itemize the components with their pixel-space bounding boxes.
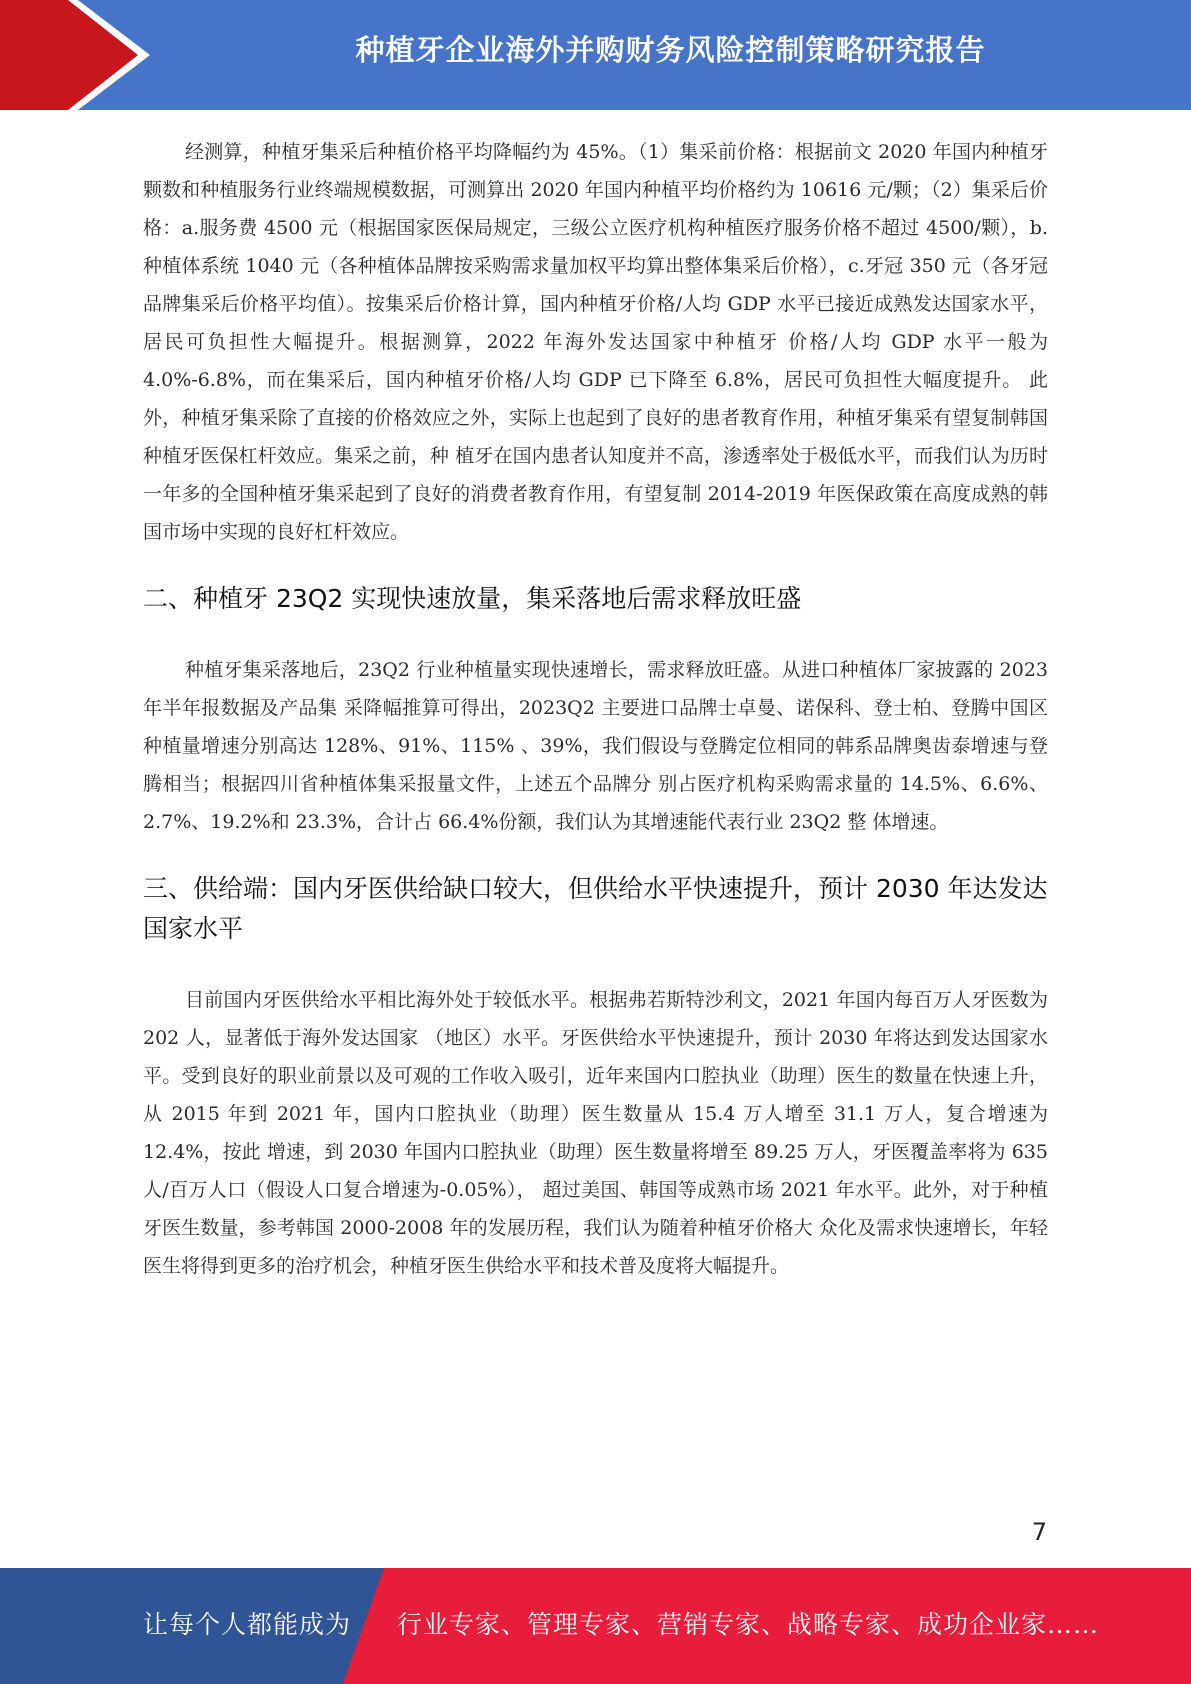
header-banner [0,0,1191,110]
section-heading-3: 三、供给端：国内牙医供给缺口较大，但供给水平快速提升，预计 2030 年达发达国家水平 [143,874,1048,943]
document-title: 种植牙企业海外并购财务风险控制策略研究报告 [355,33,986,67]
section-heading-2: 二、种植牙 23Q2 实现快速放量，集采落地后需求释放旺盛 [143,584,802,613]
footer-slogan-left: 让每个人都能成为 [143,1610,352,1639]
footer-slogan-right: 行业专家、管理专家、营销专家、战略专家、成功企业家…… [397,1610,1100,1639]
body-paragraph-2: 种植牙集采落地后，23Q2 行业种植量实现快速增长，需求释放旺盛。从进口种植体厂家披露的 2023 年半年报数据及产品集 采降幅推算可得出，2023Q2 主要进口品牌士卓曼、诺保科、登士柏、登腾中国区种植量增速分别高达 128%、91%、115% 、39%，我们假设与登腾定位相同的韩系品牌奥齿泰增速与登腾相当；根据四川省种植体集采报量文件，上述五个品牌分 别占医疗机构采购需求量的 14.5%、6.6%、2.7%、19.2%和 23.3%，合计占 66.4%份额，我们认为其增速能代表行业 23Q2 整 体增速。 [143,659,1048,833]
page-number: 7 [1031,1518,1047,1546]
body-paragraph-1: 经测算，种植牙集采后种植价格平均降幅约为 45%。（1）集采前价格：根据前文 2020 年国内种植牙颗数和种植服务行业终端规模数据，可测算出 2020 年国内种植平均价格约为 10616 元/颗；（2）集采后价格：a.服务费 4500 元（根据国家医保局规定，三级公立医疗机构种植医疗服务价格不超过 4500/颗），b.种植体系统 1040 元（各种植体品牌按采购需求量加权平均算出整体集采后价格），c.牙冠 350 元（各牙冠品牌集采后价格平均值）。按集采后价格计算，国内种植牙价格/人均 GDP 水平已接近成熟发达国家水平，居民可负担性大幅提升。根据测算，2022 年海外发达国家中种植牙 价格/人均 GDP 水平一般为 4.0%-6.8%，而在集采后，国内种植牙价格/人均 GDP 已下降至 6.8%，居民可负担性大幅度提升。 此外，种植牙集采除了直接的价格效应之外，实际上也起到了良好的患者教育作用，种植牙集采有望复制韩国种植牙医保杠杆效应。集采之前，种 植牙在国内患者认知度并不高，渗透率处于极低水平，而我们认为历时一年多的全国种植牙集采起到了良好的消费者教育作用，有望复制 2014-2019 年医保政策在高度成熟的韩国市场中实现的良好杠杆效应。 [143,141,1048,543]
body-paragraph-3: 目前国内牙医供给水平相比海外处于较低水平。根据弗若斯特沙利文，2021 年国内每百万人牙医数为 202 人，显著低于海外发达国家 （地区）水平。牙医供给水平快速提升，预计 2030 年将达到发达国家水平。受到良好的职业前景以及可观的工作收入吸引，近年来国内口腔执业（助理）医生的数量在快速上升，从 2015 年到 2021 年，国内口腔执业（助理）医生数量从 15.4 万人增至 31.1 万人，复合增速为 12.4%，按此 增速，到 2030 年国内口腔执业（助理）医生数量将增至 89.25 万人，牙医覆盖率将为 635 人/百万人口（假设人口复合增速为-0.05%）， 超过美国、韩国等成熟市场 2021 年水平。此外，对于种植牙医生数量，参考韩国 2000-2008 年的发展历程，我们认为随着种植牙价格大 众化及需求快速增长，年轻医生将得到更多的治疗机会，种植牙医生供给水平和技术普及度将大幅提升。 [143,989,1048,1277]
footer-banner [0,1568,1191,1684]
main-content [143,133,1048,1285]
